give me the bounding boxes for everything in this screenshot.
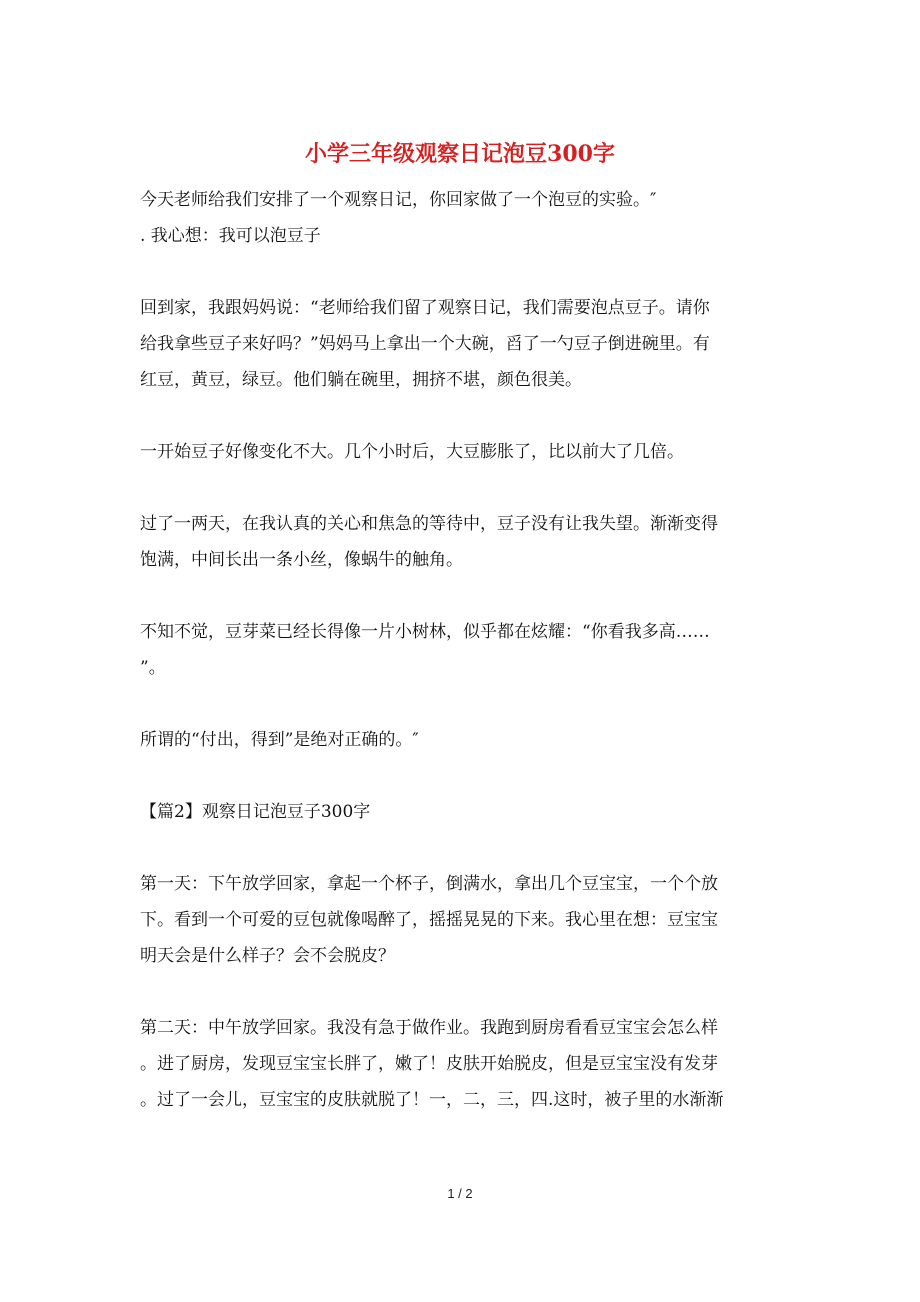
page-number: 1 / 2	[447, 1186, 473, 1201]
paragraph	[140, 290, 780, 398]
paragraph	[140, 434, 780, 470]
text-line: 第二天：中午放学回家。我没有急于做作业。我跑到厨房看看豆宝宝会怎么样	[140, 1018, 718, 1038]
document-title: 小学三年级观察日记泡豆300字	[305, 141, 615, 167]
paragraph	[140, 614, 780, 686]
paragraph	[140, 722, 780, 758]
text-line: 。过了一会儿，豆宝宝的皮肤就脱了！一，二，三，四.这时，被子里的水渐渐	[140, 1090, 724, 1110]
paragraph	[140, 506, 780, 578]
text-line: 饱满，中间长出一条小丝，像蜗牛的触角。	[140, 550, 463, 570]
text-line: 今天老师给我们安排了一个观察日记，你回家做了一个泡豆的实验。″	[140, 190, 657, 210]
text-line: 不知不觉，豆芽菜已经长得像一片小树林，似乎都在炫耀：“你看我多高……	[140, 622, 710, 642]
text-line: 【篇2】观察日记泡豆子300字	[140, 802, 371, 822]
document-body	[140, 182, 780, 1118]
text-line: . 我心想：我可以泡豆子	[140, 226, 321, 246]
text-line: 过了一两天，在我认真的关心和焦急的等待中，豆子没有让我失望。渐渐变得	[140, 514, 718, 534]
text-line: 红豆，黄豆，绿豆。他们躺在碗里，拥挤不堪，颜色很美。	[140, 370, 582, 390]
text-line: 第一天：下午放学回家，拿起一个杯子，倒满水，拿出几个豆宝宝，一个个放	[140, 874, 718, 894]
paragraph	[140, 1010, 780, 1118]
paragraph	[140, 182, 780, 254]
text-line: 明天会是什么样子？会不会脱皮？	[140, 946, 395, 966]
text-line: 给我拿些豆子来好吗？”妈妈马上拿出一个大碗，舀了一勺豆子倒进碗里。有	[140, 334, 710, 354]
text-line: 下。看到一个可爱的豆包就像喝醉了，摇摇晃晃的下来。我心里在想：豆宝宝	[140, 910, 718, 930]
paragraph	[140, 866, 780, 974]
text-line: 一开始豆子好像变化不大。几个小时后，大豆膨胀了，比以前大了几倍。	[140, 442, 684, 462]
text-line: ”。	[140, 658, 166, 678]
section-heading	[140, 794, 780, 830]
text-line: 所谓的“付出，得到”是绝对正确的。″	[140, 730, 419, 750]
text-line: 。进了厨房，发现豆宝宝长胖了，嫩了！皮肤开始脱皮，但是豆宝宝没有发芽	[140, 1054, 718, 1074]
text-line: 回到家，我跟妈妈说：“老师给我们留了观察日记，我们需要泡点豆子。请你	[140, 298, 710, 318]
